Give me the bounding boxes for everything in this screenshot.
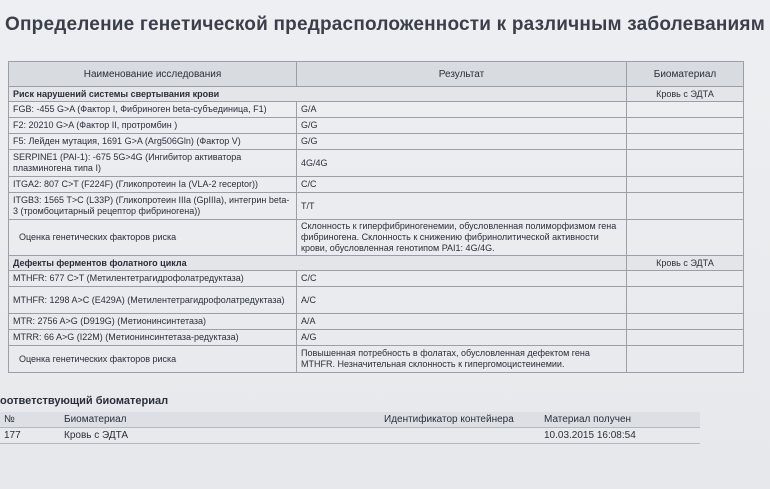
header-num: № <box>0 412 60 428</box>
table-row <box>9 314 744 330</box>
page-title: Определение генетической предрасположенности к различным заболеваниям <box>5 14 765 35</box>
test-name: SERPINE1 (PAI-1): -675 5G>4G (Ингибитор активатора плазминогена типа I) <box>9 150 297 177</box>
test-result: G/G <box>297 134 627 150</box>
biomaterial-table <box>0 412 700 444</box>
section-header <box>9 256 744 271</box>
section-biomaterial: Кровь с ЭДТА <box>627 256 744 271</box>
test-result: 4G/4G <box>297 150 627 177</box>
biomaterial-name: Кровь с ЭДТА <box>60 428 380 444</box>
section-header <box>9 87 744 102</box>
table-header-row <box>9 62 744 87</box>
test-result: A/G <box>297 330 627 346</box>
test-name: MTHFR: 677 C>T (Метилентетрагидрофолатредуктаза) <box>9 271 297 287</box>
test-result: C/C <box>297 177 627 193</box>
evaluation-label: Оценка генетических факторов риска <box>9 346 297 373</box>
test-name: MTR: 2756 A>G (D919G) (Метионинсинтетаза) <box>9 314 297 330</box>
header-test-name: Наименование исследования <box>9 62 297 87</box>
received-datetime: 10.03.2015 16:08:54 <box>540 428 700 444</box>
biomaterial-num: 177 <box>0 428 60 444</box>
biomaterial-cell <box>627 193 744 220</box>
table-row <box>9 150 744 177</box>
test-name: F2: 20210 G>A (Фактор II, протромбин ) <box>9 118 297 134</box>
test-result: G/G <box>297 118 627 134</box>
biomaterial-cell <box>627 287 744 314</box>
table-row <box>9 102 744 118</box>
table-row <box>9 177 744 193</box>
table-row <box>9 287 744 314</box>
biomaterial-cell <box>627 271 744 287</box>
test-result: C/C <box>297 271 627 287</box>
test-name: F5: Лейден мутация, 1691 G>A (Arg506Gln) (Фактор V) <box>9 134 297 150</box>
test-result: T/T <box>297 193 627 220</box>
table-row <box>9 271 744 287</box>
table-row <box>9 330 744 346</box>
header-material: Биоматериал <box>60 412 380 428</box>
test-result: A/C <box>297 287 627 314</box>
table-row <box>9 118 744 134</box>
biomaterial-cell <box>627 314 744 330</box>
test-result: G/A <box>297 102 627 118</box>
header-biomaterial: Биоматериал <box>627 62 744 87</box>
container-id <box>380 428 540 444</box>
section-name: Дефекты ферментов фолатного цикла <box>9 256 627 271</box>
test-result: A/A <box>297 314 627 330</box>
test-name: MTHFR: 1298 A>C (E429A) (Метилентетрагидрофолатредуктаза) <box>9 287 297 314</box>
evaluation-text: Повышенная потребность в фолатах, обусловленная дефектом гена MTHFR. Незначительная склонность к гипергомоцистеинемии. <box>297 346 627 373</box>
biomaterial-cell <box>627 330 744 346</box>
evaluation-text: Склонность к гиперфибриногенемии, обусловленная полиморфизмом гена фибриногена. Склонность к снижению фибринолитической активности крови, обусловленная генотипом PAI1: 4G/4G. <box>297 220 627 256</box>
section-name: Риск нарушений системы свертывания крови <box>9 87 627 102</box>
biomaterial-cell <box>627 220 744 256</box>
test-name: MTRR: 66 A>G (I22M) (Метионинсинтетаза-редуктаза) <box>9 330 297 346</box>
section-biomaterial: Кровь с ЭДТА <box>627 87 744 102</box>
results-table <box>8 61 744 373</box>
biomaterial-header-row <box>0 412 700 428</box>
header-result: Результат <box>297 62 627 87</box>
test-name: FGB: -455 G>A (Фактор I, Фибриноген beta-субъединица, F1) <box>9 102 297 118</box>
evaluation-row <box>9 220 744 256</box>
biomaterial-cell <box>627 134 744 150</box>
biomaterial-cell <box>627 177 744 193</box>
evaluation-row <box>9 346 744 373</box>
biomaterial-cell <box>627 150 744 177</box>
test-name: ITGB3: 1565 T>C (L33P) (Гликопротеин IIIa (GpIIIa), интегрин beta-3 (тромбоцитарный рецептор фибриногена)) <box>9 193 297 220</box>
header-received: Материал получен <box>540 412 700 428</box>
biomaterial-row <box>0 428 700 444</box>
table-row <box>9 134 744 150</box>
biomaterial-cell <box>627 118 744 134</box>
biomaterial-section-title: оответствующий биоматериал <box>0 395 169 407</box>
biomaterial-cell <box>627 346 744 373</box>
evaluation-label: Оценка генетических факторов риска <box>9 220 297 256</box>
table-row <box>9 193 744 220</box>
biomaterial-cell <box>627 102 744 118</box>
test-name: ITGA2: 807 C>T (F224F) (Гликопротеин Ia (VLA-2 receptor)) <box>9 177 297 193</box>
header-container: Идентификатор контейнера <box>380 412 540 428</box>
